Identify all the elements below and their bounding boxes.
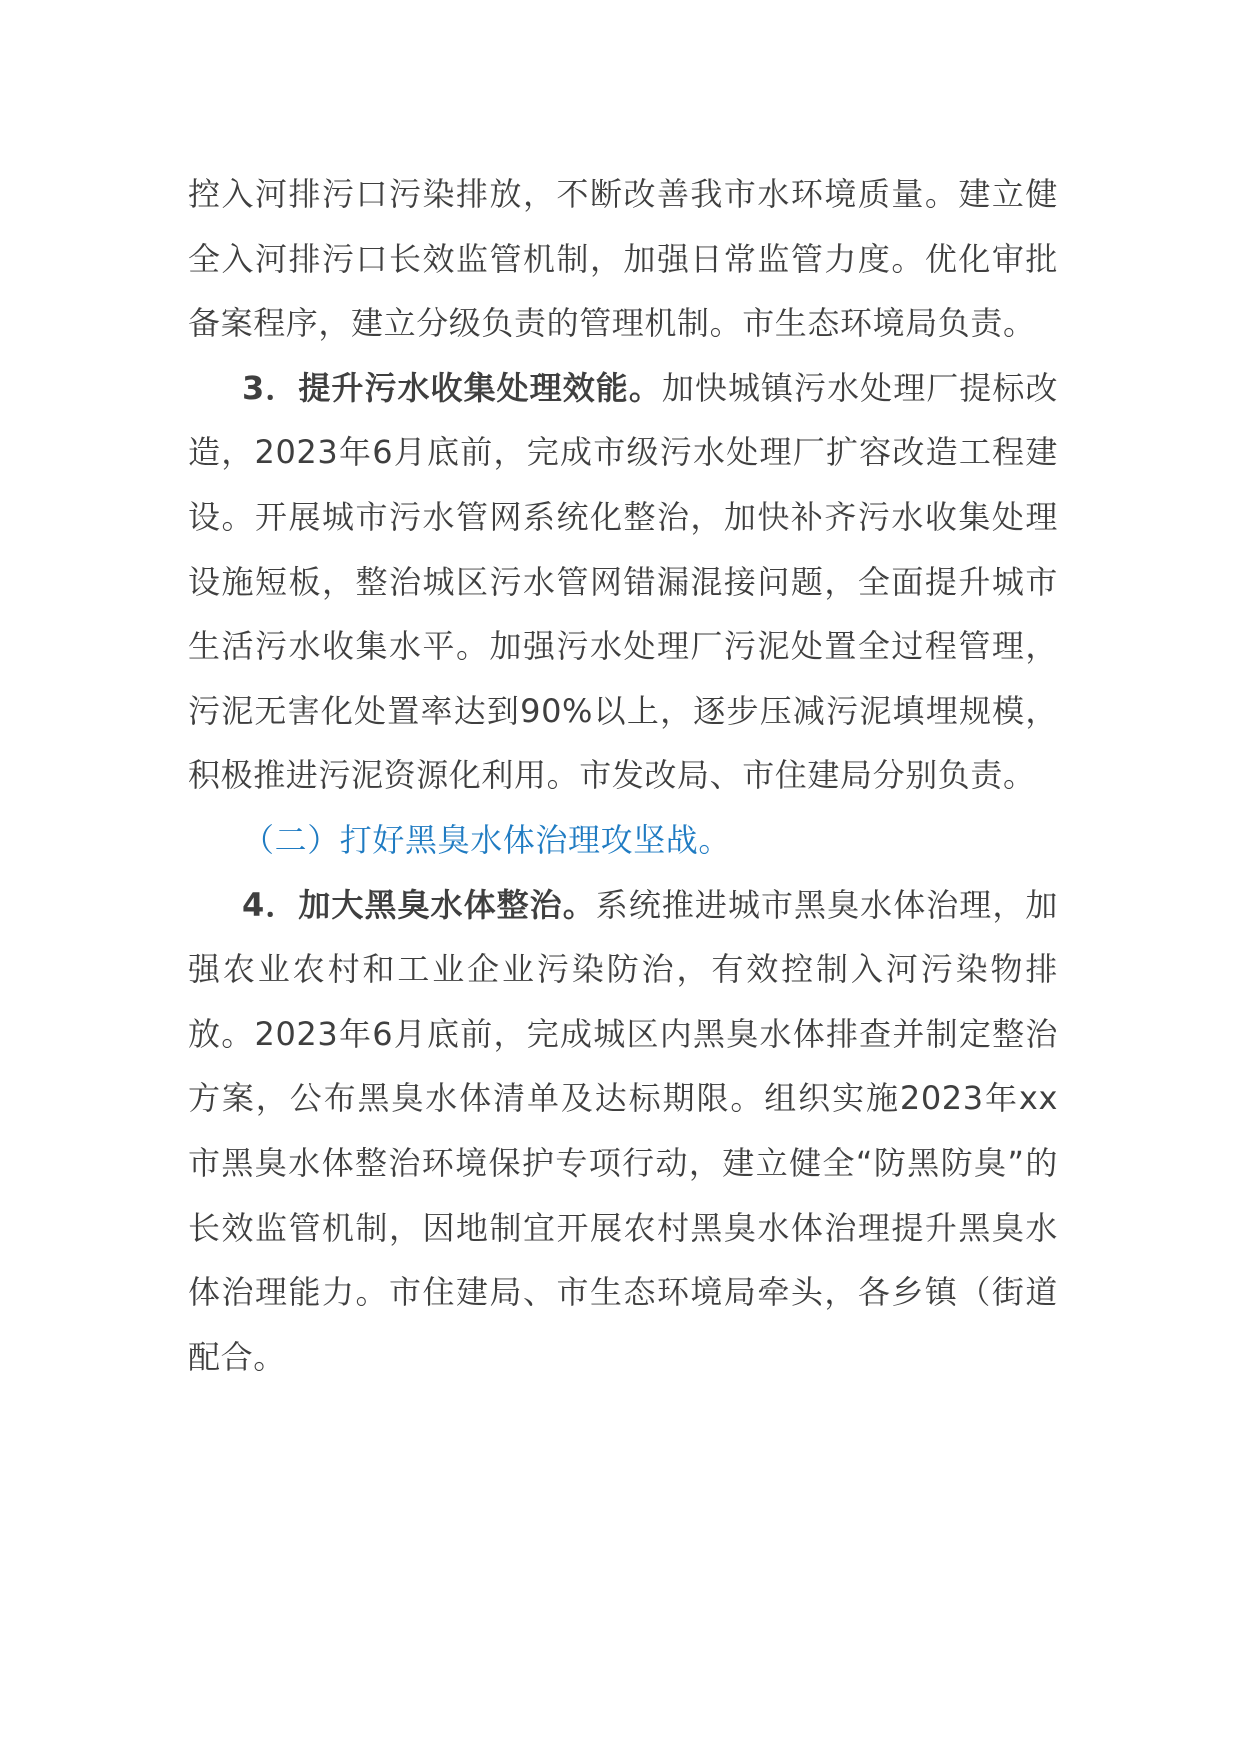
item-4-heading: 4．加大黑臭水体整治。: [242, 885, 596, 924]
section-2-heading: （二）打好黑臭水体治理攻坚战。: [242, 820, 732, 859]
item-4-body: 系统推进城市黑臭水体治理，加强农业农村和工业企业污染防治，有效控制入河污染物排放。2023年6月底前，完成城区内黑臭水体排查并制定整治方案，公布黑臭水体清单及达标期限。组织实施2023年xx市黑臭水体整治环境保护专项行动，建立健全“防黑防臭”的长效监管机制，因地制宜开展农村黑臭水体治理提升黑臭水体治理能力。市住建局、市生态环境局牵头，各乡镇（街道配合。: [188, 885, 1058, 1376]
item-3-heading: 3．提升污水收集处理效能。: [242, 368, 662, 407]
paragraph-continuation: 控入河排污口污染排放，不断改善我市水环境质量。建立健全入河排污口长效监管机制，加强日常监管力度。优化审批备案程序，建立分级负责的管理机制。市生态环境局负责。: [188, 175, 1058, 343]
item-4-paragraph: [188, 873, 1058, 1390]
item-3-body: 加快城镇污水处理厂提标改造，2023年6月底前，完成市级污水处理厂扩容改造工程建设。开展城市污水管网系统化整治，加快补齐污水收集处理设施短板，整治城区污水管网错漏混接问题，全面提升城市生活污水收集水平。加强污水处理厂污泥处置全过程管理，污泥无害化处置率达到90%以上，逐步压减污泥填埋规模，积极推进污泥资源化利用。市发改局、市住建局分别负责。: [188, 368, 1058, 795]
document-body: [188, 162, 1058, 1389]
item-3-paragraph: [188, 356, 1058, 808]
